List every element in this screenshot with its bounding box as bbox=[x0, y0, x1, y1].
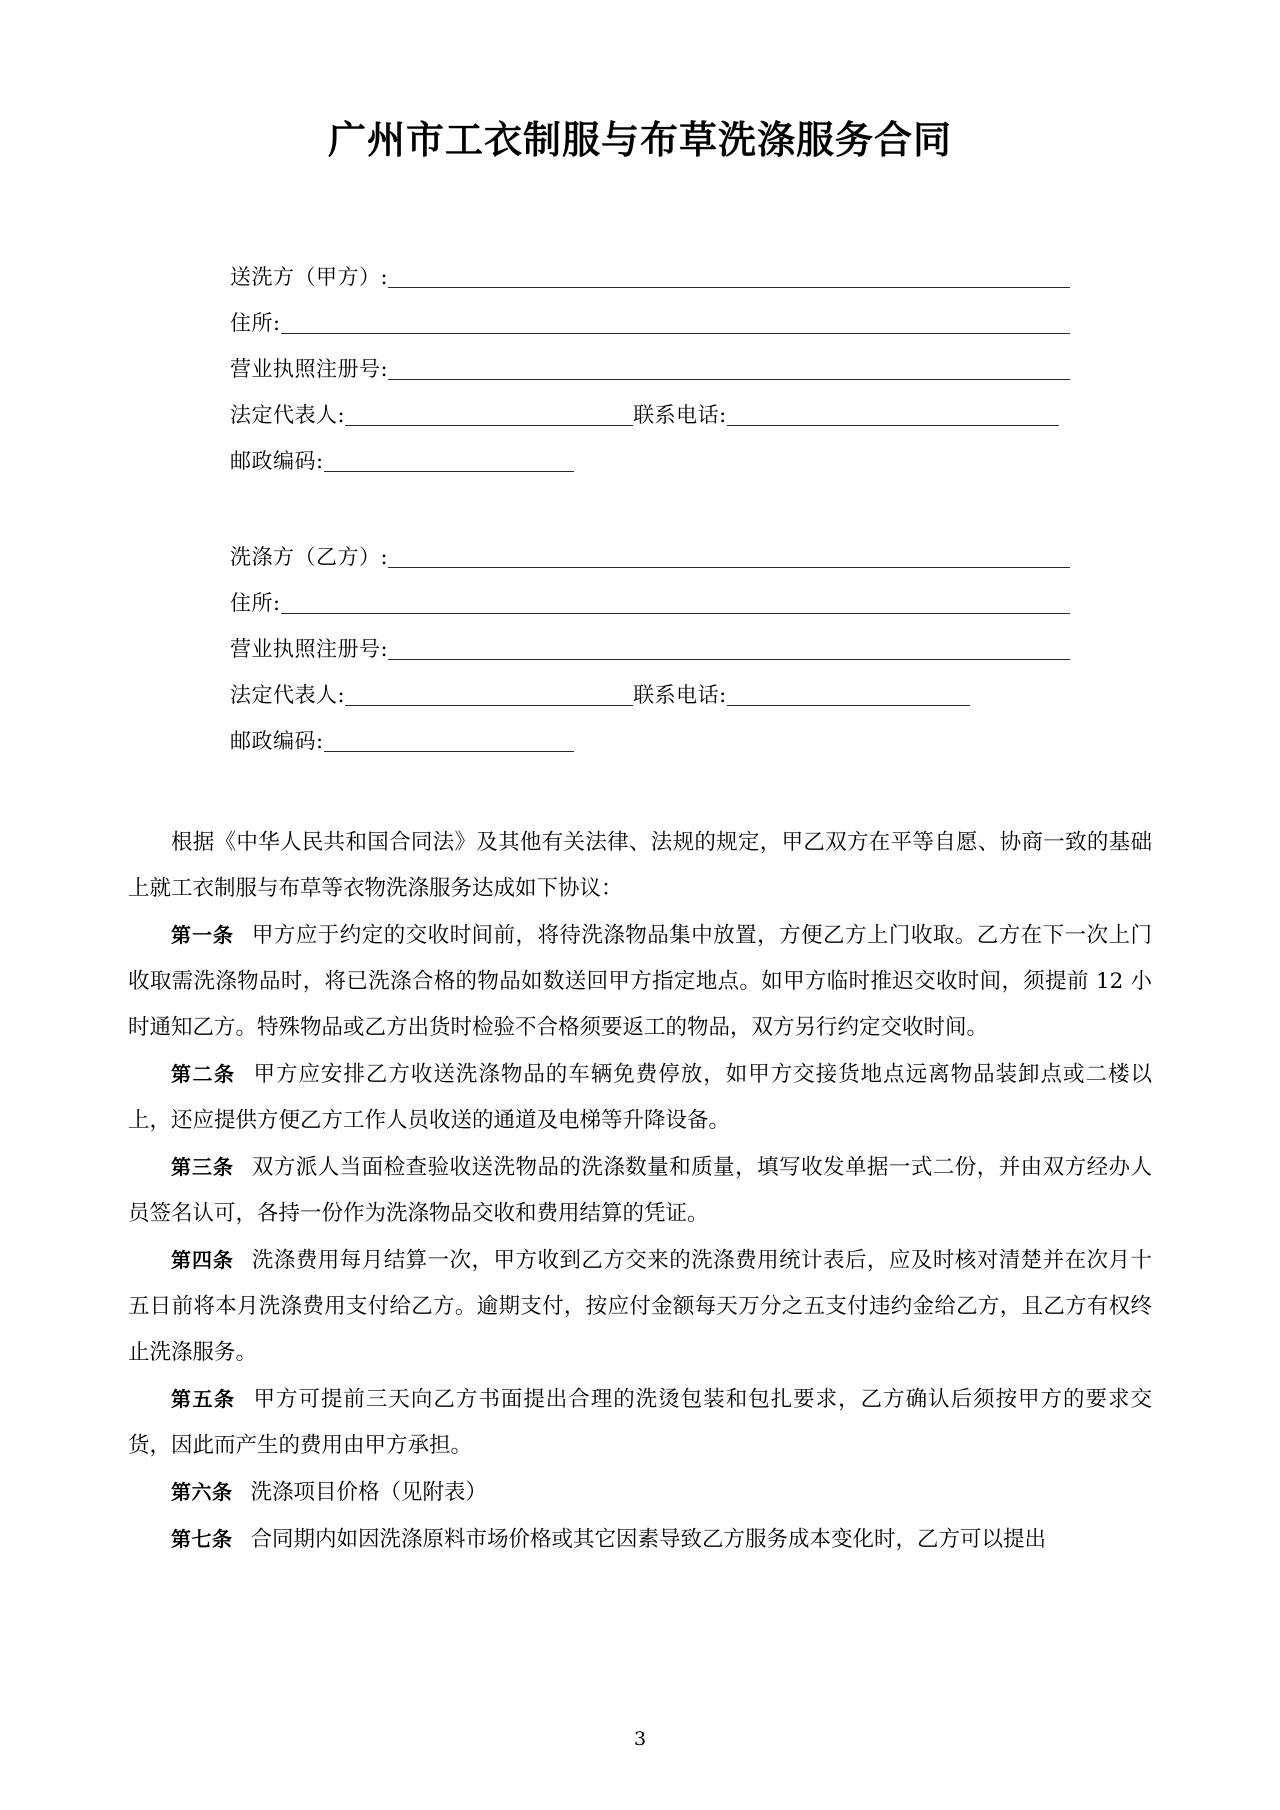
party-a-telephone-input[interactable] bbox=[727, 405, 1059, 426]
clause-3 bbox=[128, 1144, 1152, 1237]
clause-2 bbox=[128, 1051, 1152, 1144]
party-b-legal-rep-input[interactable] bbox=[345, 685, 633, 706]
party-b-postcode-input[interactable] bbox=[324, 731, 574, 752]
party-b-license-row bbox=[230, 616, 1070, 662]
party-b-postcode-row bbox=[230, 708, 1070, 754]
clause-1-number: 第一条 bbox=[171, 922, 234, 947]
clause-7-number: 第七条 bbox=[171, 1526, 233, 1551]
party-b-name-input[interactable] bbox=[388, 547, 1070, 568]
party-a-license-row bbox=[230, 336, 1070, 382]
party-a-form bbox=[210, 244, 1070, 474]
party-a-address-row bbox=[230, 290, 1070, 336]
page-number: 3 bbox=[633, 1728, 647, 1750]
clause-7-text: 合同期内如因洗涤原料市场价格或其它因素导致乙方服务成本变化时，乙方可以提出 bbox=[250, 1526, 1047, 1552]
clause-2-number: 第二条 bbox=[171, 1061, 236, 1086]
party-b-telephone-input[interactable] bbox=[727, 685, 970, 706]
party-a-postcode-input[interactable] bbox=[324, 451, 574, 472]
clause-3-number: 第三条 bbox=[171, 1154, 234, 1179]
clause-5-number: 第五条 bbox=[171, 1386, 236, 1411]
clause-4-text: 洗涤费用每月结算一次，甲方收到乙方交来的洗涤费用统计表后，应及时核对清楚并在次月十五日前将本月洗涤费用支付给乙方。逾期支付，按应付金额每天万分之五支付违约金给乙方，且乙方有权终止洗涤服务。 bbox=[128, 1247, 1153, 1365]
clause-1 bbox=[128, 912, 1152, 1051]
page-title: 广州市工衣制服与布草洗涤服务合同 bbox=[327, 118, 952, 162]
party-b-license-label: 营业执照注册号: bbox=[230, 636, 389, 661]
party-a-postcode-label: 邮政编码: bbox=[230, 448, 324, 473]
party-b-address-row bbox=[230, 570, 1070, 616]
party-a-postcode-row bbox=[230, 428, 1070, 474]
party-a-license-input[interactable] bbox=[388, 359, 1070, 380]
party-a-name-input[interactable] bbox=[388, 267, 1070, 288]
clause-2-text: 甲方应安排乙方收送洗涤物品的车辆免费停放，如甲方交接货地点远离物品装卸点或二楼以上，还应提供方便乙方工作人员收送的通道及电梯等升降设备。 bbox=[128, 1061, 1152, 1133]
party-a-license-label: 营业执照注册号: bbox=[230, 356, 389, 381]
preamble-paragraph: 根据《中华人民共和国合同法》及其他有关法律、法规的规定，甲乙双方在平等自愿、协商一致的基础上就工衣制服与布草等衣物洗涤服务达成如下协议： bbox=[128, 829, 1152, 901]
party-b-name-label: 洗涤方（乙方）: bbox=[230, 544, 389, 569]
clause-7 bbox=[128, 1516, 1152, 1563]
clause-5 bbox=[128, 1376, 1152, 1469]
party-a-address-label: 住所: bbox=[230, 310, 281, 335]
party-a-legal-rep-label: 法定代表人: bbox=[230, 402, 346, 427]
clause-1-text: 甲方应于约定的交收时间前，将待洗涤物品集中放置，方便乙方上门收取。乙方在下一次上门收取需洗涤物品时，将已洗涤合格的物品如数送回甲方指定地点。如甲方临时推迟交收时间，须提前 12 小时通知乙方。特殊物品或乙方出货时检验不合格须要返工的物品，双方另行约定交收时间。 bbox=[128, 922, 1153, 1040]
party-b-rep-tel-row bbox=[230, 662, 1070, 708]
clause-5-text: 甲方可提前三天向乙方书面提出合理的洗烫包装和包扎要求，乙方确认后须按甲方的要求交货，因此而产生的费用由甲方承担。 bbox=[128, 1386, 1152, 1458]
party-a-name-label: 送洗方（甲方）: bbox=[230, 264, 389, 289]
party-b-postcode-label: 邮政编码: bbox=[230, 728, 324, 753]
contract-body bbox=[128, 820, 1152, 1563]
party-a-name-row bbox=[230, 244, 1070, 290]
party-b-legal-rep-label: 法定代表人: bbox=[230, 682, 346, 707]
party-b-address-input[interactable] bbox=[281, 593, 1070, 614]
clause-6-number: 第六条 bbox=[171, 1479, 233, 1504]
party-a-rep-tel-row bbox=[230, 382, 1070, 428]
clause-6-text: 洗涤项目价格（见附表） bbox=[250, 1479, 488, 1505]
party-b-name-row bbox=[230, 524, 1070, 570]
party-a-address-input[interactable] bbox=[281, 313, 1070, 334]
clause-4 bbox=[128, 1237, 1152, 1376]
party-b-address-label: 住所: bbox=[230, 590, 281, 615]
party-a-legal-rep-input[interactable] bbox=[345, 405, 633, 426]
party-b-telephone-label: 联系电话: bbox=[633, 682, 727, 707]
party-b-license-input[interactable] bbox=[388, 639, 1070, 660]
clause-4-number: 第四条 bbox=[171, 1247, 234, 1272]
clause-6 bbox=[128, 1469, 1152, 1516]
party-b-form bbox=[210, 524, 1070, 754]
party-a-telephone-label: 联系电话: bbox=[633, 402, 727, 427]
clause-3-text: 双方派人当面检查验收送洗物品的洗涤数量和质量，填写收发单据一式二份，并由双方经办人员签名认可，各持一份作为洗涤物品交收和费用结算的凭证。 bbox=[128, 1154, 1153, 1226]
